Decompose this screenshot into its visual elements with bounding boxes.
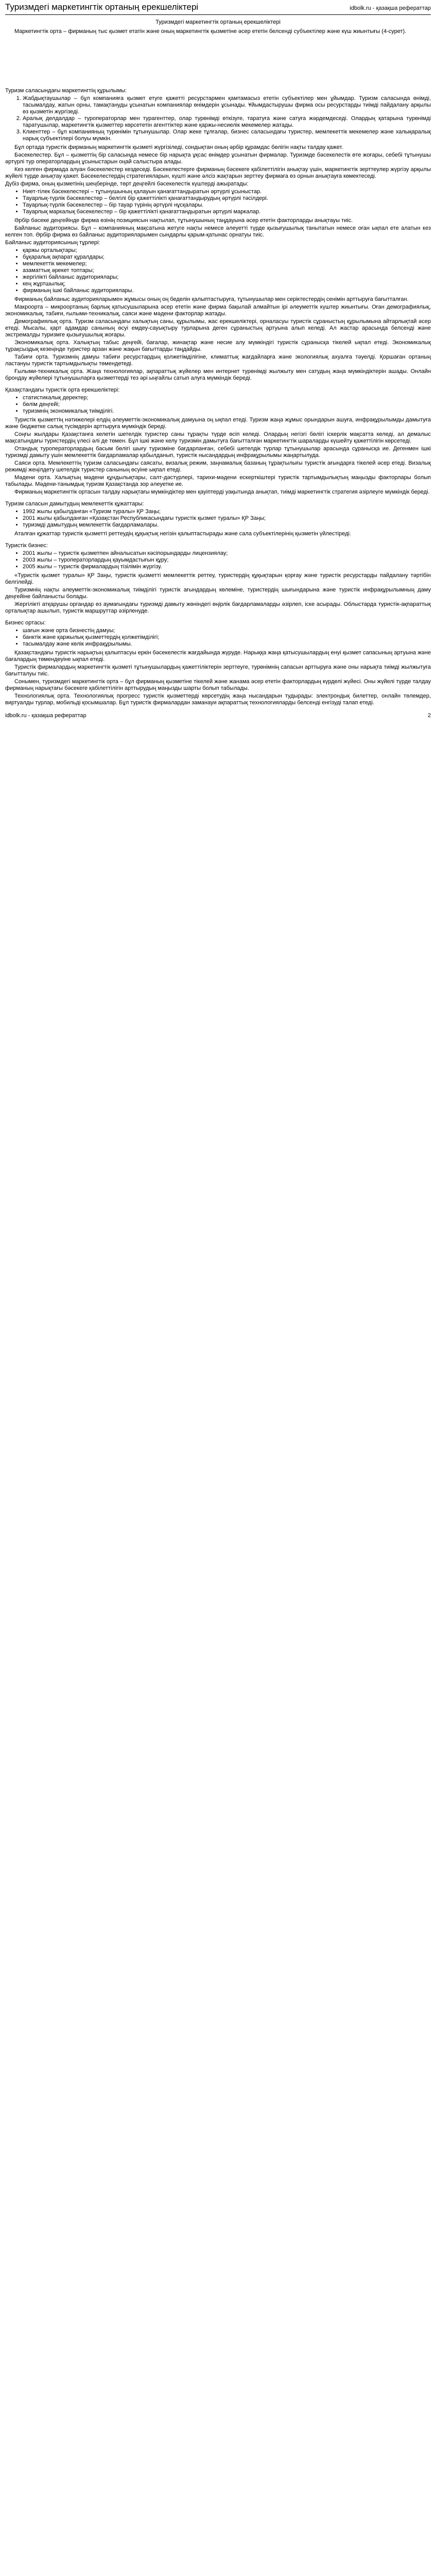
list-item: 2. Аралық делдалдар – туроператорлар мен турагенттер, олар турөнімді өткізуге, таратуға және сатуға жәрдемдеседі. Олардың қатарына турөнімді таратушылар, маркетингтік қызметтер көрсететін агенттіктер және қаржы-несиелік мекемелер жатады. (23, 115, 431, 129)
list-item: • бұқаралық ақпарат құралдары; (23, 254, 431, 261)
paragraph: Отандық туроператорлардың басым бөлігі шығу туризміне бағдарланған, себебі шетелдік турлар тұтынушылар арасында сұранысқа ие. Дегенмен ішкі туризмді дамыту үшін мемлекеттік бағдарламалар қабылданып, туристік нысандардың инфрақұрылымы жаңартылуда. (5, 446, 431, 459)
section-structure (5, 88, 431, 151)
list-item: • туризмді дамытудың мемлекеттік бағдарламалары. (23, 522, 431, 529)
section-heading: Туристік бизнес: (5, 543, 48, 549)
list-item: • Тауарлық-түрлік бәсекелестер – белгілі бір қажеттілікті қанағаттандырудың әртүрлі тәсілдері. (23, 195, 431, 202)
list-item: • 2001 жылы – туристік қызметпен айналысатын кәсіпорындарды лицензиялау; (23, 550, 431, 557)
section-heading: Туризм саласын дамытудың мемлекеттік құжаттары: (5, 501, 144, 507)
page-header (5, 2, 431, 13)
section-heading: Туризм саласындағы маркетингтің құрылымы: (5, 88, 127, 94)
paragraph: Әрбір бәсеке деңгейінде фирма өзінің позициясын нақтылап, тұтынушының таңдауына әсер ететін факторларды анықтауы тиіс. (14, 217, 353, 224)
paragraph: Туристік фирмалардың маркетингтік қызметі тұтынушылардың қажеттіліктерін зерттеуге, турөнімнің сапасын арттыруға және оны нарықта тиімді жылжытуға бағытталуы тиіс. (5, 664, 431, 677)
paragraph: Фирманың байланыс аудиторияларымен жұмысы оның оң беделін қалыптастыруға, тұтынушылар мен серіктестердің сенімін арттыруға бағытталған. (14, 296, 409, 302)
paragraph: Байланыс аудиториясының тұрлері: (5, 240, 100, 246)
paragraph: Дүбіз фирма, оның қызметінің шеңберінде, төрт деңгейлі бәсекелестік күштерді ажыратады: (5, 181, 249, 187)
list-item: • қаржы орталықтары; (23, 247, 431, 254)
paragraph: Мәдени орта. Халықтың мәдени құндылықтары, салт-дәстүрлері, тарихи-мәдени ескерткіштері туристік тартымдылықтың маңызды факторлары болып табылады. Мәдени-танымдық туризм Қазақстанда зор әлеуетке ие. (5, 474, 431, 487)
section-competitors (5, 152, 431, 180)
list-item: • 1992 жылы қабылданған «Туризм туралы» ҚР Заңы; (23, 509, 431, 515)
paragraph: Туристік қызметтің нәтижелері елдің әлеуметтік-экономикалық дамуына оң ықпал етеді. Туризм жаңа жұмыс орындарын ашуға, инфрақұрылымды дамытуға және бюджетке салық түсімдерін арттыруға мүмкіндік береді. (5, 417, 431, 430)
paragraph: Саяси орта. Мемлекеттің туризм саласындағы саясаты, визалық режим, заңнамалық базаның тұрақтылығы туристік ағындарға тікелей әсер етеді. Визалық режимді жеңілдету шетелдік туристер санының өсуіне ықпал етеді. (5, 460, 431, 473)
paragraph: Фирманың маркетингтік ортасын талдау нарықтағы мүмкіндіктер мен қауіптерді уақытында анықтап, тиімді маркетингтік стратегия әзірлеуге мүмкіндік береді. (14, 489, 430, 495)
list-item: • бөлім деңгейі; (23, 401, 431, 408)
list-item: • туризмнің экономикалық тиімділігі. (23, 408, 431, 415)
section-audiences (5, 225, 431, 382)
header-title: Туризмдегі маркетингтік ортаның ерекшеліктері (5, 2, 199, 12)
page-footer (5, 713, 431, 724)
section-competition-levels (5, 181, 431, 224)
list-item: • 2001 жылы қабылданған «Қазақстан Республикасындағы туристік қызмет туралы» ҚР Заңы; (23, 515, 431, 522)
figure-placeholder (5, 36, 431, 82)
paragraph: Байланыс аудиториясы. Бұл – компанияның мақсатына жетуге нақты немесе әлеуетті түрде қызығушылық танытатын немесе оған ықпал ете алатын кез келген топ. Әрбір фирма өз байланыс аудиторияларымен сындарлы қарым-қатынас орнатуы тиіс. (5, 225, 431, 238)
list-item: • Тауарлық-түрлік бәсекелестер – бір тауар түрінің әртүрлі нұсқалары. (23, 202, 431, 209)
list-item: 1. Жабдықтаушылар – бұл компанияға қызмет етуге қажетті ресурстармен қамтамасыз ететін субъектілер мен ұйымдар. Туризм саласында өнімді, тасымалдау, жатын орны, тамақтануды ұсынатын компаниялар өнімдерін ұсынады. Ұйымдастырушы фирма осы ресурстарды тиімді пайдалану арқылы өз қызметін жүргізеді. (23, 95, 431, 115)
paragraph: Қазақстандағы туристік нарықтың қалыптасуы еркін бәсекелестік жағдайында жүруде. Нарыққа жаңа қатысушылардың енуі қызмет сапасының артуына және бағалардың төмендеуіне ықпал етеді. (5, 650, 431, 663)
section-heading: Бизнес ортасы: (5, 620, 46, 626)
list-item: • шағын және орта бизнестің дамуы; (23, 628, 431, 634)
document-page (0, 0, 436, 724)
list-item: • Ниет-тілек бәсекелестері – тұтынушының қалауын қанағаттандыратын әртүрлі ұсыныстар. (23, 189, 431, 195)
paragraph: Аталған құжаттар туристік қызметті реттеудің құқықтық негізін қалыптастырады және сала субъектілерінің қызметін үйлестіреді. (14, 531, 351, 537)
section-heading: Қазақстандағы туристік орта ерекшеліктері: (5, 387, 120, 393)
list-item: • 2003 жылы – туроператорлардың қауымдастығын құру; (23, 557, 431, 564)
list-item: • банктік және қаржылық қызметтердің қолжетімділігі; (23, 634, 431, 641)
paragraph: Макроорта – микроортаның барлық қатысушыларына әсер ететін және фирма бақылай алмайтын ірі әлеуметтік күштер жиынтығы. Оған демографиялық, экономикалық, табиғи, ғылыми-техникалық, саяси және мәдени факторлар жатады. (5, 304, 431, 317)
paragraph: Демографиялық орта. Туризм саласындағы халықтың саны, құрылымы, жас ерекшеліктері, орналасуы туристік сұраныстың құрылымына айтарлықтай әсер етеді. Мысалы, қарт адамдар санының өсуі емдеу-сауықтыру турларына деген сұраныстың артуына алып келеді. Ал жастар арасында белсенді және экстремалды туризмге қызығушылық жоғары. (5, 318, 431, 338)
list-item: • кең жұртшылық; (23, 281, 431, 287)
paragraph: Жергілікті атқарушы органдар өз аумағындағы туризмді дамыту жөніндегі өңірлік бағдарламаларды әзірлеп, іске асырады. Облыстарда туристік-ақпараттық орталықтар ашылып, туристік маршруттар әзірленуде. (5, 601, 431, 614)
list-item: • жергілікті байланыс аудиториялары; (23, 274, 431, 281)
paragraph: Бәсекелестер. Бұл – қызметтің бір саласында немесе бір нарықта ұқсас өнімдер ұсынатын фирмалар. Туризмде бәсекелестік өте жоғары, себебі тұтынушы әртүрлі тур операторлардың ұсыныстарын оңай салыстыра алады. (5, 152, 431, 165)
paragraph: Маркетингтік орта – фирманың тыс қызмет етатін және оның маркетингтік қызметіне әсер ететін белсенді субъектілер және күш жиынтығы (4-сурет). (14, 28, 407, 35)
intro-section (5, 28, 431, 35)
paragraph: Ғылыми-техникалық орта. Жаңа технологиялар, ақпараттық жүйелер мен интернет турөнімді жылжыту мен сатудың жаңа мүмкіндіктерін ашады. Онлайн брондау жүйелері тұтынушыларға қызметтерді тез әрі ыңғайлы сатып алуға мүмкіндік береді. (5, 368, 431, 381)
list-item: 3. Клиенттер – бұл компанияның турөнімін тұтынушылар. Олар жеке тұлғалар, бизнес саласындағы туристер, мемлекеттік мекемелер және халықаралық нарық субъектілері болуы мүмкін. (23, 129, 431, 142)
section-kazakhstan (5, 387, 431, 496)
list-item: • мемлекеттік мекемелер; (23, 261, 431, 267)
paragraph: Туризмнің нақты әлеуметтік-экономикалық тиімділігі туристік ағындардың көлеміне, туристердің шығындарына және туристік инфрақұрылымның даму деңгейіне байланысты болады. (5, 587, 431, 600)
list-item: • статистикалық деректер; (23, 395, 431, 401)
paragraph: Кез келген фирмада алуан бәсекелестер кездеседі. Бәсекелестерге фирманың бәсекеге қабілеттілігін анықтау үшін, маркетингтік зерттеулер жүргізу арқылы жүйелі түрде анықтау қажет. Бәсекелестердің стратегияларын, күшті және әлсіз жақтарын зерттеу фирмаға өз орнын анықтауға көмектеседі. (5, 166, 431, 179)
header-divider (5, 14, 431, 15)
paragraph: Бұл ортада туристік фирманың маркетингтік қызметі жүргізіледі, сондықтан оның әрбір құрамдас бөлігін нақты талдау қажет. (14, 144, 343, 150)
page-number: 2 (427, 713, 431, 719)
list-item: • тасымалдау және көлік инфрақұрылымы. (23, 641, 431, 648)
section-tourism-business (5, 543, 431, 615)
section-business-environment (5, 620, 431, 706)
list-item: • фирманың ішкі байланыс аудиториялары. (23, 287, 431, 294)
document-title: Туризмдегі маркетингтік ортаның ерекшеліктері (155, 19, 281, 25)
section-state-documents (5, 501, 431, 537)
paragraph: Технологиялық орта. Технологиялық прогресс туристік қызметтерді көрсетудің жаңа нысандарын тудырады: электрондық билеттер, онлайн төлемдер, виртуалды турлар, мобильді қосымшалар. Бұл туристік фирмалардан заманауи ақпараттық технологияларды белсенді енгізуді талап етеді. (5, 693, 431, 706)
paragraph: Сонымен, туризмдегі маркетингтік орта – бұл фирманың қызметіне тікелей және жанама әсер ететін факторлардың күрделі жүйесі. Оны жүйелі түрде талдау фирманың нарықтағы бәсекеге қабілеттілігін арттырудың маңызды шарты болып табылады. (5, 679, 431, 691)
list-item: • 2005 жылы – туристік фирмалардың тізілімін жүргізу. (23, 564, 431, 570)
footer-site: idbolk.ru - қазақша рефераттар (5, 713, 86, 719)
paragraph: «Туристік қызмет туралы» ҚР Заңы, туристік қызметті мемлекеттік реттеу, туристердің құқықтарын қорғау және туристік ресурстарды пайдалану тәртібін белгілейді. (5, 572, 431, 585)
paragraph: Соңғы жылдары Қазақстанға келетін шетелдік туристер саны тұрақты түрде өсіп келеді. Олардың негізгі бөлігі іскерлік мақсатта келеді, ал демалыс мақсатындағы туристердің үлесі әлі де төмен. Бұл ішкі және келу туризмін дамытуға бағытталған маркетингтік шараларды күшейту қажеттілігін көрсетеді. (5, 431, 431, 444)
list-item: • азаматтық әрекет топтары; (23, 267, 431, 274)
paragraph: Экономикалық орта. Халықтың табыс деңгейі, бағалар, жинақтар және несие алу мүмкіндігі туристік сұранысқа тікелей ықпал етеді. Экономикалық тұрақсыздық кезеңінде туристер арзан және жақын бағыттарды таңдайды. (5, 340, 431, 352)
header-site: idbolk.ru - қазақша рефераттар (350, 5, 431, 11)
list-item: • Тауарлық маркалық бәсекелестер – бір қажеттілікті қанағаттандыратын әртүрлі маркалар. (23, 209, 431, 215)
paragraph: Табиғи орта. Туризмнің дамуы табиғи ресурстардың қолжетімділігіне, климаттық жағдайларға және экологиялық ахуалға тәуелді. Қоршаған ортаның ластануы туристік тартымдылықты төмендетеді. (5, 354, 431, 367)
